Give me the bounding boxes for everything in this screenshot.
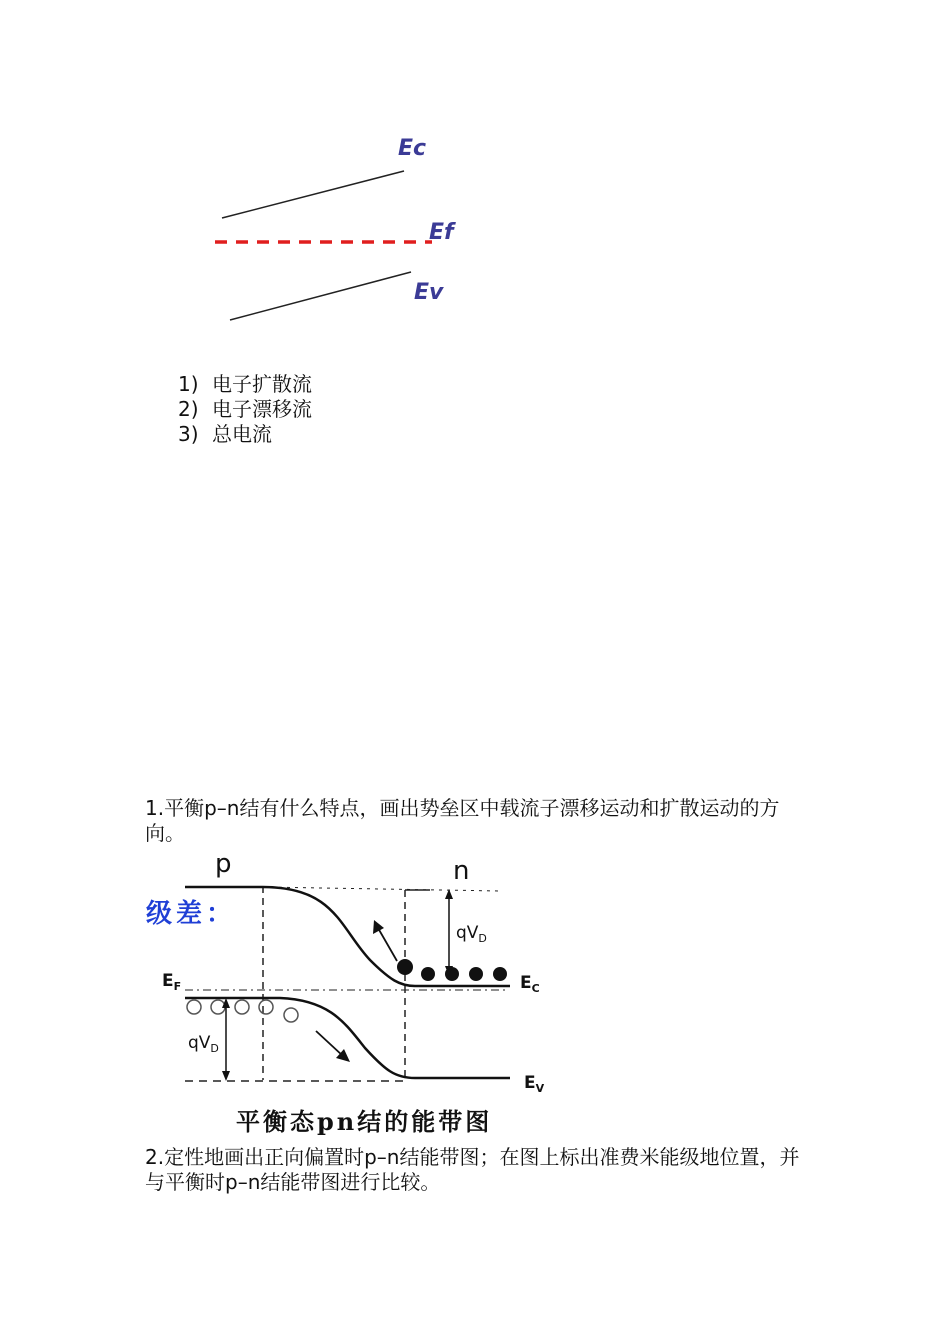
pn-junction-band-diagram: [140, 848, 560, 1143]
current-list: [178, 372, 312, 447]
ev-label: Ev: [414, 280, 444, 305]
electron: [421, 967, 435, 981]
n-region-label: n: [453, 856, 470, 886]
ec-label: Ec: [398, 136, 427, 161]
question-1: 1.平衡p–n结有什么特点，画出势垒区中载流子漂移运动和扩散运动的方向。: [145, 796, 780, 845]
list-item: [178, 422, 312, 447]
electron: [493, 967, 507, 981]
electron: [397, 959, 413, 975]
valence-band-curve: [185, 998, 510, 1078]
ec-label: $E_C$: [520, 973, 540, 995]
figure-caption: 平衡态pn结的能带图: [236, 1107, 493, 1136]
hole: [187, 1000, 201, 1014]
qvd-left-label: $qV_D$: [188, 1033, 219, 1055]
electron-drift-arrow: [378, 928, 397, 961]
list-item: [178, 372, 312, 397]
arrowhead-icon: [222, 1071, 230, 1081]
question-2: 2.定性地画出正向偏置时p–n结能带图；在图上标出准费米能级地位置，并与平衡时p–n结能带图进行比较。: [145, 1145, 800, 1194]
hole: [235, 1000, 249, 1014]
arrowhead-icon: [445, 889, 453, 899]
list-number: 3): [178, 422, 199, 446]
ev-label: $E_V$: [524, 1073, 545, 1095]
electron: [469, 967, 483, 981]
hole: [284, 1008, 298, 1022]
ef-label: $E_F$: [162, 971, 182, 993]
list-number: 1): [178, 372, 199, 396]
hole-drift-arrow: [316, 1031, 343, 1056]
list-text: 电子漂移流: [212, 397, 312, 421]
band-diagram-1: [200, 120, 500, 340]
ef-label: Ef: [429, 220, 454, 245]
qvd-right-label: $qV_D$: [456, 923, 487, 945]
list-text: 电子扩散流: [212, 372, 312, 396]
side-label: 级差：: [146, 899, 237, 929]
ev-line: [230, 272, 411, 320]
list-text: 总电流: [212, 422, 272, 446]
ec-line: [222, 171, 404, 218]
list-number: 2): [178, 397, 199, 421]
arrowhead-icon: [373, 920, 384, 934]
hole: [259, 1000, 273, 1014]
p-region-label: p: [215, 849, 232, 879]
list-item: [178, 397, 312, 422]
